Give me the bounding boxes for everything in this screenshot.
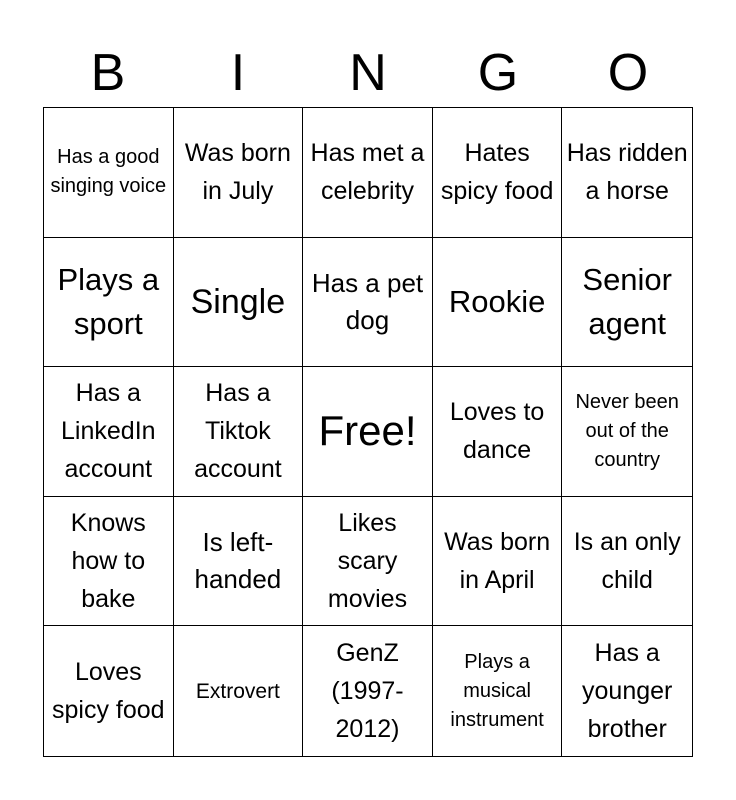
bingo-cell[interactable] bbox=[433, 238, 563, 368]
cell-text: Plays a sport bbox=[57, 261, 160, 341]
cell-text: Loves spicy food bbox=[52, 658, 165, 725]
bingo-cell[interactable] bbox=[433, 497, 563, 627]
cell-text: Was born in April bbox=[444, 528, 551, 595]
cell-text: Has a good singing voice bbox=[50, 146, 167, 198]
header-letter-o: O bbox=[607, 44, 649, 102]
bingo-cell[interactable] bbox=[562, 108, 692, 238]
bingo-cell[interactable] bbox=[433, 108, 563, 238]
bingo-cell[interactable] bbox=[303, 238, 433, 368]
bingo-header bbox=[43, 40, 693, 106]
header-letter-g: G bbox=[477, 44, 519, 102]
cell-text: Has a younger brother bbox=[582, 639, 673, 744]
bingo-cell[interactable] bbox=[562, 238, 692, 368]
cell-text: Single bbox=[190, 282, 286, 321]
cell-text: Never been out of the country bbox=[575, 390, 679, 471]
cell-text: Extrovert bbox=[195, 679, 280, 703]
cell-text: Is an only child bbox=[573, 528, 681, 595]
bingo-cell[interactable] bbox=[174, 367, 304, 497]
header-letter-i: I bbox=[230, 44, 246, 102]
cell-text: GenZ (1997-2012) bbox=[331, 639, 404, 744]
header-letter-n: N bbox=[349, 44, 387, 102]
bingo-cell[interactable] bbox=[303, 626, 433, 756]
cell-text: Hates spicy food bbox=[440, 139, 554, 206]
bingo-cell[interactable] bbox=[174, 497, 304, 627]
bingo-board bbox=[43, 107, 693, 757]
bingo-cell[interactable] bbox=[174, 626, 304, 756]
bingo-cell[interactable] bbox=[433, 626, 563, 756]
cell-text: Rookie bbox=[448, 283, 546, 319]
cell-text: Likes scary movies bbox=[327, 509, 408, 614]
bingo-cell[interactable] bbox=[44, 367, 174, 497]
cell-text: Has a Tiktok account bbox=[194, 379, 282, 484]
bingo-cell[interactable] bbox=[44, 238, 174, 368]
bingo-cell[interactable] bbox=[303, 108, 433, 238]
bingo-cell[interactable] bbox=[174, 108, 304, 238]
cell-text: Has met a celebrity bbox=[310, 139, 425, 206]
cell-text: Has a LinkedIn account bbox=[61, 379, 156, 484]
bingo-cell[interactable] bbox=[562, 367, 692, 497]
bingo-cell[interactable] bbox=[562, 497, 692, 627]
cell-text: Plays a musical instrument bbox=[450, 650, 544, 731]
bingo-cell[interactable] bbox=[44, 108, 174, 238]
cell-text: Has ridden a horse bbox=[566, 139, 688, 206]
cell-text: Free! bbox=[318, 407, 417, 455]
cell-text: Loves to dance bbox=[449, 398, 545, 465]
bingo-cell[interactable] bbox=[303, 497, 433, 627]
bingo-cell[interactable] bbox=[433, 367, 563, 497]
bingo-cell[interactable] bbox=[174, 238, 304, 368]
cell-text: Is left-handed bbox=[194, 527, 282, 595]
bingo-cell[interactable] bbox=[44, 497, 174, 627]
header-letter-b: B bbox=[90, 44, 126, 102]
cell-text: Has a pet dog bbox=[311, 267, 424, 335]
cell-text: Senior agent bbox=[582, 261, 672, 341]
cell-text: Knows how to bake bbox=[70, 509, 146, 614]
free-space-cell[interactable] bbox=[303, 367, 433, 497]
cell-text: Was born in July bbox=[184, 139, 291, 206]
bingo-cell[interactable] bbox=[44, 626, 174, 756]
bingo-cell[interactable] bbox=[562, 626, 692, 756]
